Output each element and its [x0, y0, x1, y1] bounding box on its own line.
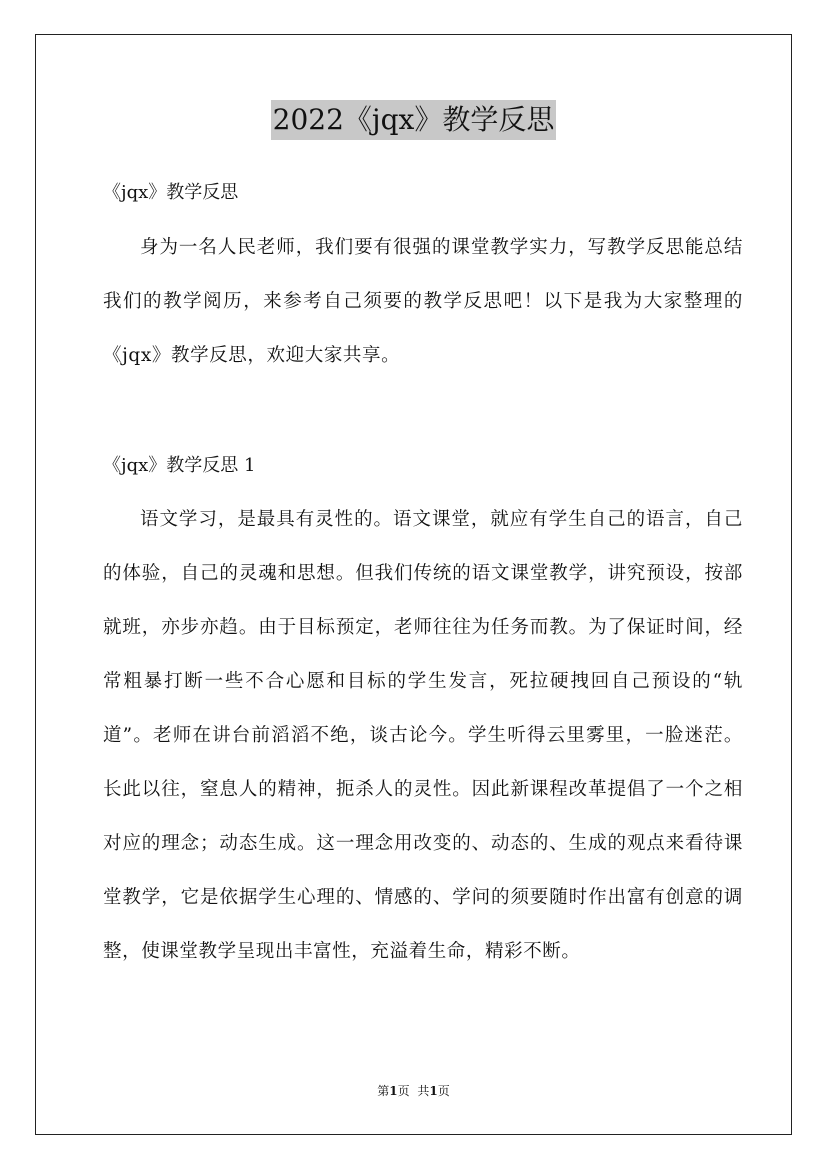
document-title: 2022《jqx》教学反思 [271, 100, 557, 140]
section-heading: 《jqx》教学反思 1 [103, 455, 256, 476]
section-paragraph: 语文学习，是最具有灵性的。语文课堂，就应有学生自己的语言，自己的体验，自己的灵魂和思想。但我们传统的语文课堂教学，讲究预设，按部就班，亦步亦趋。由于目标预定，老师往往为任务而教。为了保证时间，经常粗暴打断一些不合心愿和目标的学生发言，死拉硬拽回自己预设的“轨道”。老师在讲台前滔滔不绝，谈古论今。学生听得云里雾里，一脸迷茫。长此以往，窒息人的精神，扼杀人的灵性。因此新课程改革提倡了一个之相对应的理念；动态生成。这一理念用改变的、动态的、生成的观点来看待课堂教学，它是依据学生心理的、情感的、学问的须要随时作出富有创意的调整，使课堂教学呈现出丰富性，充溢着生命，精彩不断。 [103, 509, 743, 962]
footer-total-prefix: 共 [417, 1084, 430, 1098]
intro-heading: 《jqx》教学反思 [103, 182, 239, 203]
intro-paragraph: 身为一名人民老师，我们要有很强的课堂教学实力，写教学反思能总结我们的教学阅历，来参考自己须要的教学反思吧！以下是我为大家整理的《jqx》教学反思，欢迎大家共享。 [103, 237, 743, 366]
title-container [0, 100, 827, 140]
footer-total-suffix: 页 [437, 1084, 450, 1098]
footer-page-prefix: 第 [377, 1084, 390, 1098]
footer-page-suffix: 页 [397, 1084, 410, 1098]
page-footer [0, 1083, 827, 1099]
footer-page-number: 1 [389, 1084, 398, 1098]
footer-total-number: 1 [429, 1084, 438, 1098]
